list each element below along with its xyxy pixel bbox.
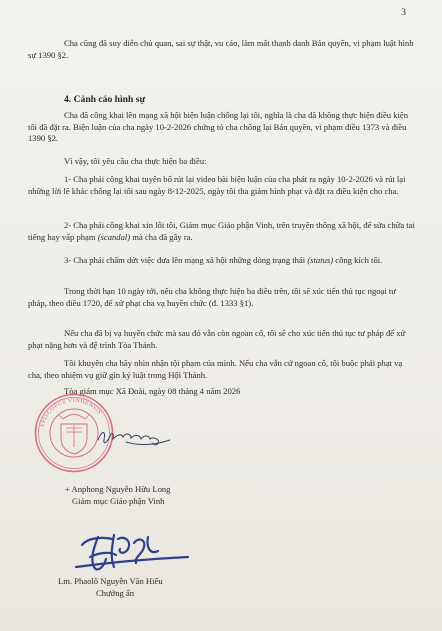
section-heading: 4. Cảnh cáo hình sự: [64, 94, 146, 105]
paragraph-5: [28, 255, 416, 267]
bishop-name: + Anphong Nguyễn Hữu Long: [65, 484, 171, 494]
paragraph-8: Tôi khuyên cha hãy nhìn nhận tội phạm của mình. Nếu cha vẫn cứ ngoan cố, tôi buộc phải phạt vạ cha, theo nhiệm vụ giữ gìn kỷ luật trong Hội Thánh.: [28, 358, 403, 380]
paragraph-4-emphasis: (scandal): [97, 231, 131, 242]
chancellor-name: Lm. Phaolô Nguyễn Văn Hiếu: [58, 576, 163, 586]
paragraph-4: [28, 220, 416, 243]
bishop-title: Giám mục Giáo phận Vinh: [72, 496, 165, 506]
chancellor-signature-icon: [74, 527, 192, 577]
paragraph-3: 1- Cha phải công khai tuyên bố rút lại video bài biện luận của cha phát ra ngày 10-2-2026 và rút lại những lời lẽ khác chống lại tôi sau ngày 8-12-2025, ngày tôi tha giảm hình phạt và đặt ra điều kiện cho cha.: [28, 174, 406, 196]
paragraph-4-text-a: 2- Cha phải công khai xin lỗi tôi, Giám mục Giáo phận Vinh, trên truyền thông xã hội, để sửa chữa tai tiếng hay vấp phạm: [28, 220, 415, 242]
place-date: Tòa giám mục Xã Đoài, ngày 08 tháng 4 năm 2026: [64, 386, 241, 396]
paragraph-5-text-a: 3- Cha phải chấm dứt việc đưa lên mạng xã hội những dòng trạng thái: [64, 255, 308, 265]
paragraph-4-text-b: mà cha đã gây ra.: [130, 231, 193, 242]
paragraph-2: Vì vậy, tôi yêu cầu cha thực hiện ba điều:: [64, 156, 207, 166]
chancellor-title: Chưởng ấn: [96, 588, 135, 598]
paragraph-1: Cha đã công khai lên mạng xã hội biện luận chống lại tôi, nghĩa là cha đã không thực hiện điều kiện tôi đã đặt ra. Biện luận của cha ngày 10-2-2026 chứng tỏ cha chống lại Bản quyền, vi phạm điều 1373 và điều 1390 §2.: [28, 110, 409, 144]
bishop-signature-icon: [96, 426, 174, 448]
paragraph-7: Nếu cha đã bị vạ huyền chức mà sau đó vẫn còn ngoan cố, tôi sẽ cho xúc tiến thủ tục tư pháp để xử phạt nặng hơn và đệ trình Tòa Thánh.: [28, 328, 406, 350]
paragraph-6: Trong thời hạn 10 ngày tới, nếu cha không thực hiện ba điều trên, tôi sẽ xúc tiến thủ tục ngoại tư pháp, theo điều 1720, để xử phạt cha vạ huyền chức (đ. 1333 §1).: [28, 286, 396, 308]
seal-text: EPISCOPUS VINHENSIS: [39, 397, 103, 428]
paragraph-5-text-b: công kích tôi.: [333, 255, 383, 265]
paragraph-5-emphasis: (status): [307, 255, 334, 265]
intro-paragraph: Cha cũng đã suy diễn chủ quan, sai sự thật, vu cáo, làm mất thanh danh Bản quyền, vi phạm luật hình sự 1390 §2.: [28, 38, 414, 60]
page-number: 3: [401, 8, 406, 18]
